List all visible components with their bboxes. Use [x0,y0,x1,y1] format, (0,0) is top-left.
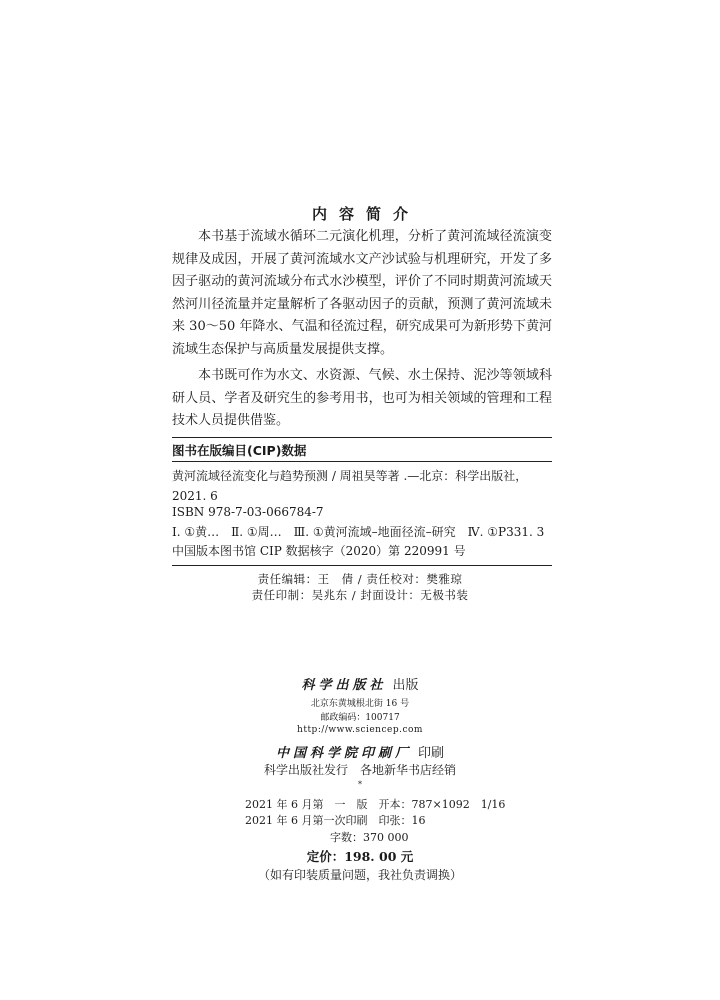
publisher-line [0,674,720,693]
printing-info: 2021 年 6 月第一次印刷 印张：16 [245,814,426,827]
printer-logo: 中国科学院印刷厂 [275,746,412,761]
publisher-logo: 科学出版社 [301,678,387,693]
printer-suffix: 印刷 [418,746,445,761]
abstract-paragraph-1: 本书基于流域水循环二元演化机理，分析了黄河流域径流演变规律及成因，开展了黄河流域水文产沙试验与机理研究，开发了多因子驱动的黄河流域分布式水沙模型，评价了不同时期黄河流域天然河川径流量并定量解析了各驱动因子的贡献，预测了黄河流域未来 30～50 年降水、气温和径流过程，研究成果可为新形势下黄河流域生态保护与高质量发展提供支撑。 [172,229,552,357]
publisher-suffix: 出版 [392,678,419,693]
abstract-title: 内容简介 [311,205,420,223]
divider-asterisk: * [358,780,362,789]
credits-editors: 责任编辑：王 倩 / 责任校对：樊雅琼 [257,572,463,586]
publisher-postcode: 邮政编码：100717 [320,713,400,723]
cip-isbn: ISBN 978-7-03-066784-7 [172,505,324,519]
publisher-url: http://www.sciencep.com [297,725,423,735]
cip-body: 黄河流域径流变化与趋势预测 / 周祖昊等著 .—北京：科学出版社，2021. 6 [172,469,528,503]
printer-line [0,742,720,761]
publisher-address: 北京东黄城根北街 16 号 [310,699,410,709]
distribution-line: 科学出版社发行 各地新华书店经销 [263,763,456,777]
cip-heading-rule [172,461,552,462]
credits-production: 责任印制：吴兆东 / 封面设计：无极书装 [251,588,469,602]
cip-classification: Ⅰ. ①黄… Ⅱ. ①周… Ⅲ. ①黄河流域–地面径流–研究 Ⅳ. ①P331. 3 [172,525,545,539]
price: 定价：198. 00 元 [306,849,414,864]
word-count: 字数：370 000 [330,831,409,844]
quality-note: （如有印装质量问题，我社负责调换） [257,868,462,882]
abstract-paragraph-2: 本书既可作为水文、水资源、气候、水土保持、泥沙等领域科研人员、学者及研究生的参考用书，也可为相关领域的管理和工程技术人员提供借鉴。 [172,368,552,429]
cip-top-rule [172,437,552,438]
cip-record-number: 中国版本图书馆 CIP 数据核字（2020）第 220991 号 [172,544,466,558]
cip-bottom-rule [172,565,552,566]
edition-info: 2021 年 6 月第 一 版 开本：787×1092 1/16 [245,798,506,811]
cip-heading: 图书在版编目(CIP)数据 [172,443,307,458]
